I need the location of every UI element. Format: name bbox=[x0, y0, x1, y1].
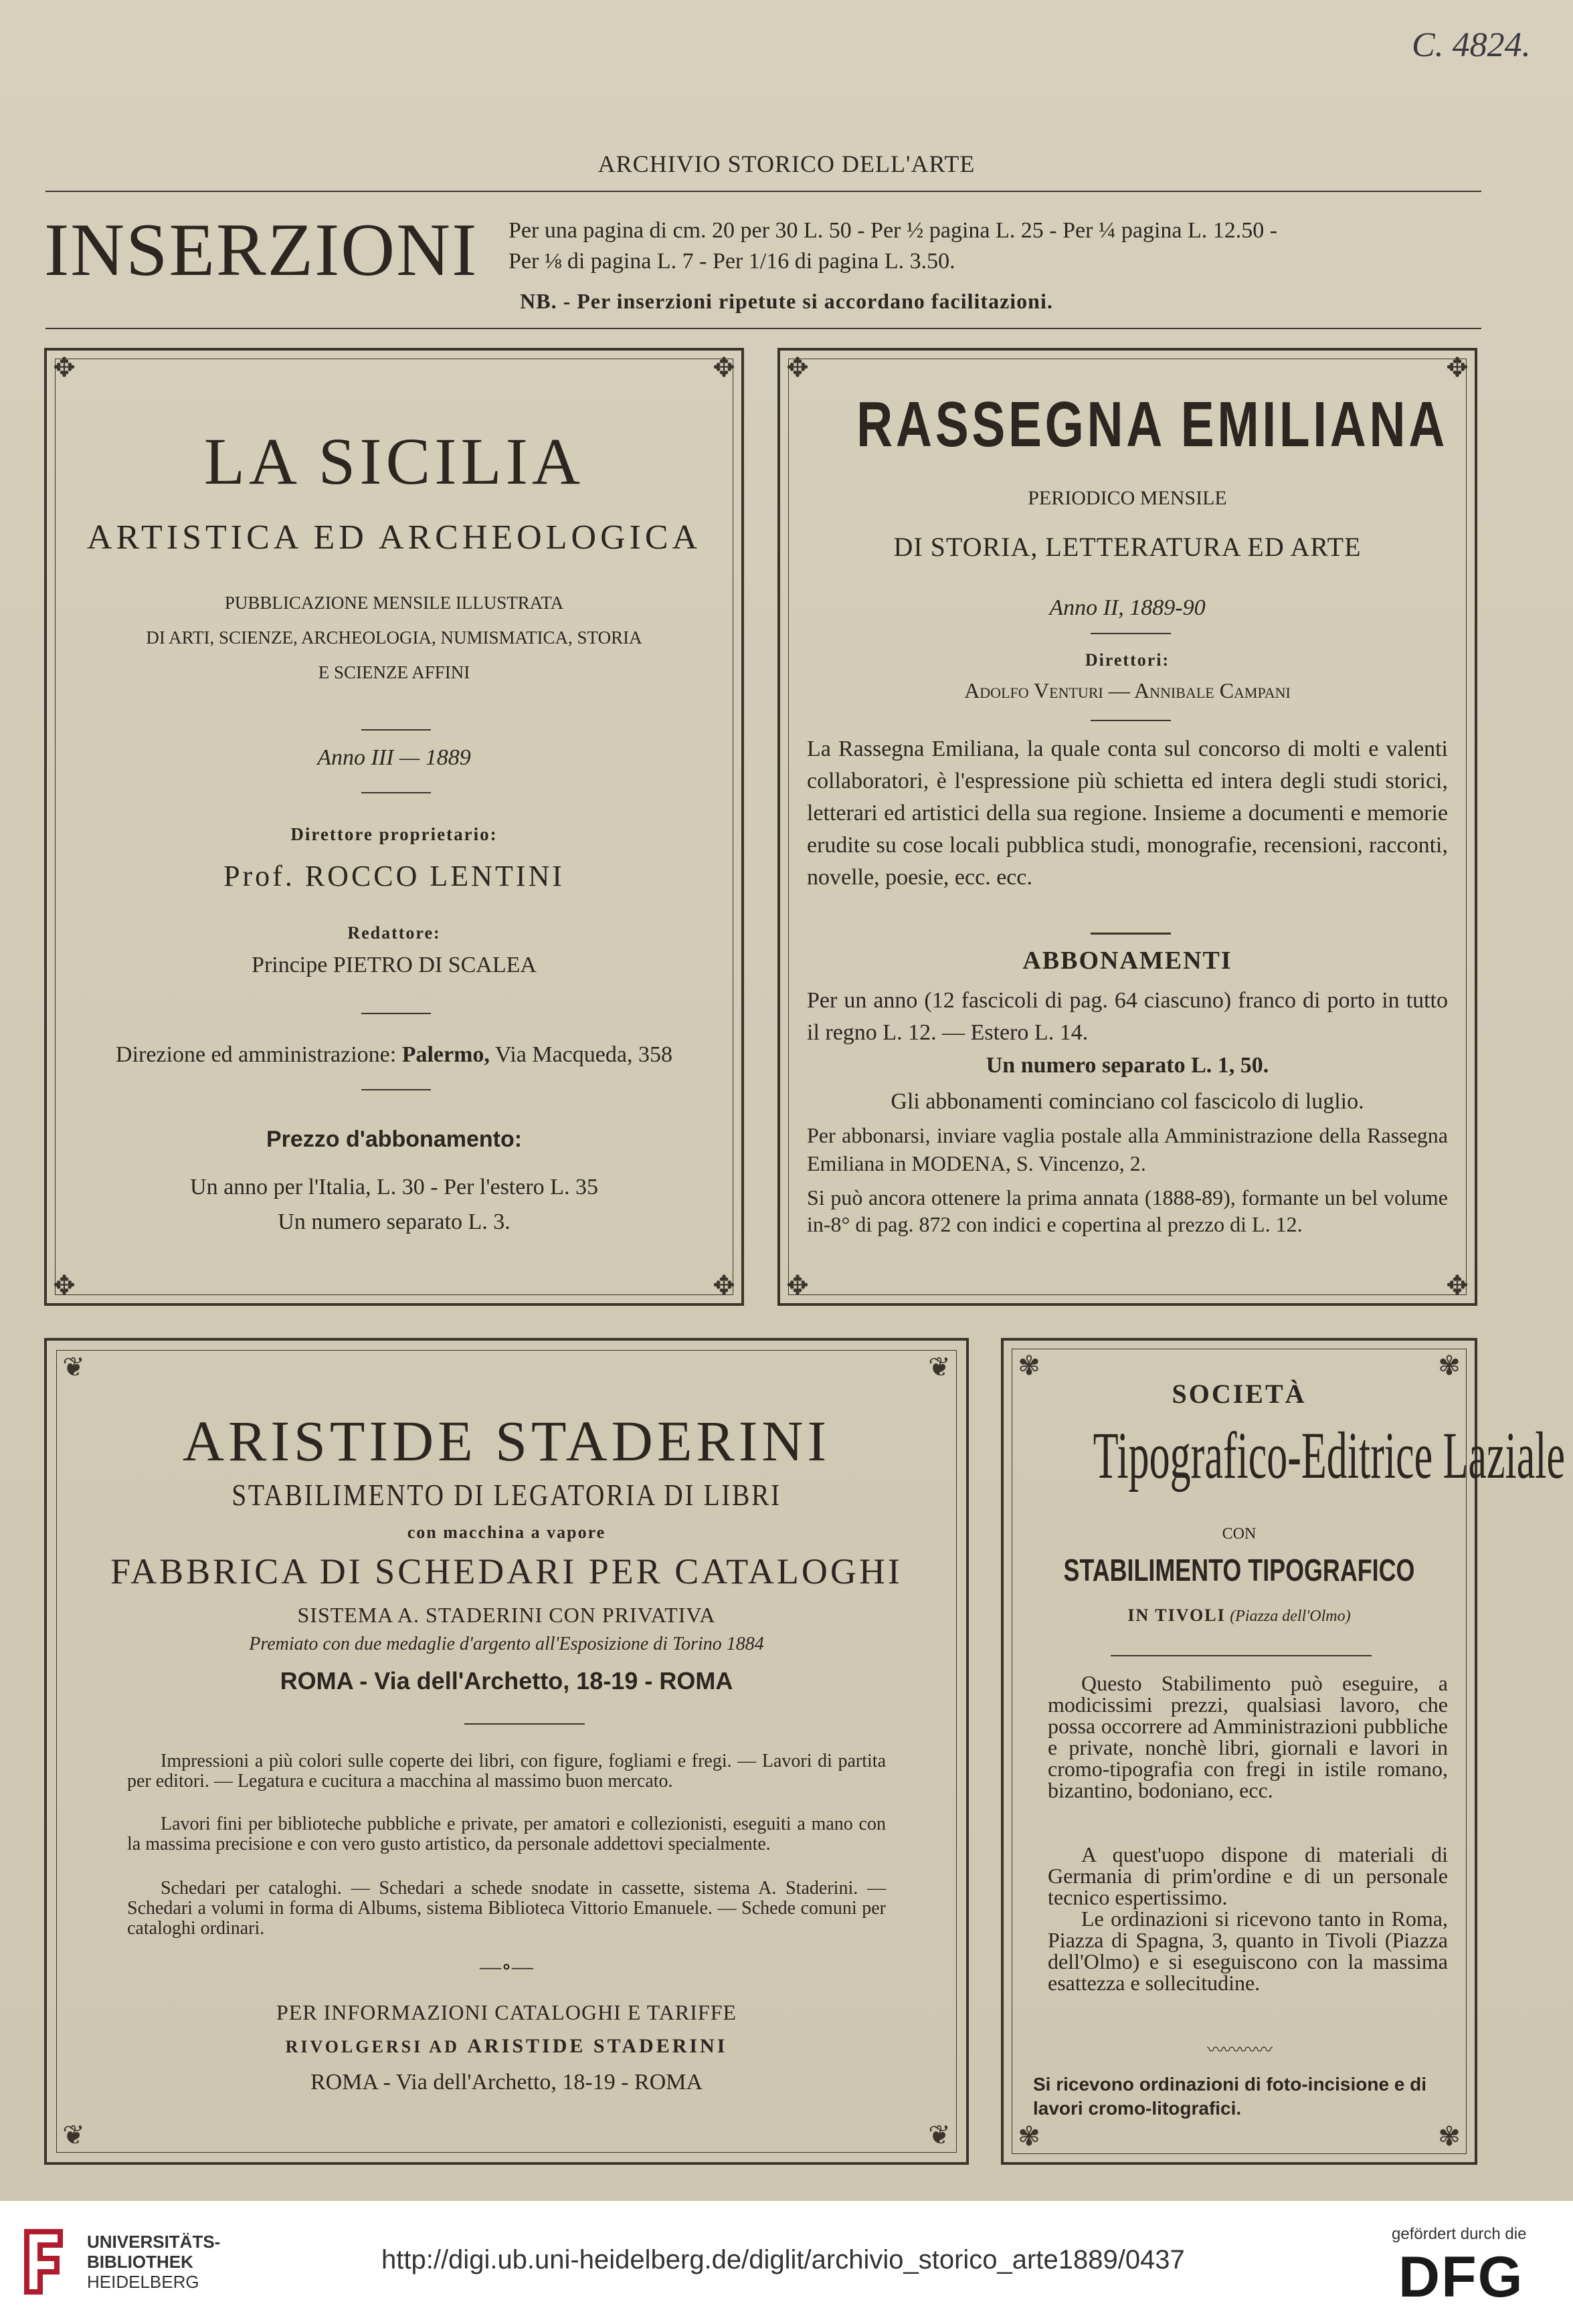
societa-body-2: A quest'uopo dispone di materiali di Germania di prim'ordine e di un personale tecnico espertissimo. bbox=[1048, 1842, 1448, 1909]
sicilia-year: Anno III — 1889 bbox=[317, 745, 471, 770]
divider bbox=[361, 1013, 431, 1014]
sicilia-editor: Principe PIETRO DI SCALEA bbox=[252, 953, 537, 977]
staderini-body-1: Impressioni a più colori sulle coperte dei libri, con figure, fogliami e fregi. — Lavori di partita per editori. — Legatura e cucitura a macchina al massimo buon mercato. bbox=[127, 1751, 886, 1792]
divider bbox=[464, 1723, 585, 1725]
staderini-ad-box bbox=[44, 1338, 969, 2165]
sicilia-price-line-2: Un numero separato L. 3. bbox=[278, 1209, 511, 1234]
societa-footer-note: Si ricevono ordinazioni di foto-incisione e di lavori cromo-litografici. bbox=[1033, 2074, 1427, 2119]
running-title: ARCHIVIO STORICO DELL'ARTE bbox=[597, 151, 976, 177]
library-name-3: HEIDELBERG bbox=[87, 2272, 199, 2292]
ornament-corner-icon: ✥ bbox=[786, 1270, 809, 1300]
rassegna-directors: Adolfo Venturi — Annibale Campani bbox=[964, 678, 1291, 702]
header-rule-top bbox=[45, 191, 1481, 192]
societa-label: SOCIETÀ bbox=[1172, 1379, 1307, 1409]
societa-body-1: Questo Stabilimento può eseguire, a modicissimi prezzi, qualsiasi lavoro, che possa occorrere ad Amministrazioni pubbliche e private, nonchè libri, giornali e lavori in cromo-tipografia con fregi in istile romano, bizantino, bodoniano, ecc. bbox=[1048, 1671, 1448, 1802]
rassegna-subtitle-2: DI STORIA, LETTERATURA ED ARTE bbox=[893, 532, 1362, 562]
divider bbox=[361, 792, 431, 793]
header-rule-bottom bbox=[45, 328, 1481, 329]
page-title: INSERZIONI bbox=[44, 209, 478, 292]
societa-location bbox=[1004, 1606, 1475, 1626]
sicilia-price-title: Prezzo d'abbonamento: bbox=[266, 1127, 523, 1152]
sicilia-director: Prof. ROCCO LENTINI bbox=[223, 860, 565, 892]
ornament-corner-icon: ✾ bbox=[1018, 2121, 1040, 2151]
staderini-system: SISTEMA A. STADERINI CON PRIVATIVA bbox=[297, 1603, 716, 1627]
rassegna-first-year: Si può ancora ottenere la prima annata (1888-89), formante un bel volume in-8° di pag. 872 con indici e copertina al prezzo di L. 12. bbox=[807, 1185, 1448, 1236]
divider bbox=[1111, 1655, 1372, 1656]
staderini-contact-prefix: RIVOLGERSI AD bbox=[285, 2037, 460, 2056]
rassegna-subscriptions-text: Per un anno (12 fascicoli di pag. 64 ciascuno) franco di porto in tutto il regno L. 12. — Estero L. 14. bbox=[807, 988, 1448, 1045]
sicilia-admin-address: Via Macqueda, 358 bbox=[494, 1042, 672, 1067]
ornament-corner-icon: ❦ bbox=[62, 2120, 85, 2150]
staderini-footer-address: ROMA - Via dell'Archetto, 18-19 - ROMA bbox=[310, 2070, 703, 2095]
sicilia-desc-1: PUBBLICAZIONE MENSILE ILLUSTRATA bbox=[224, 593, 564, 613]
societa-subtitle: STABILIMENTO TIPOGRAFICO bbox=[1063, 1553, 1415, 1587]
sicilia-price-line-1: Un anno per l'Italia, L. 30 - Per l'estero L. 35 bbox=[190, 1175, 598, 1199]
rassegna-start-note: Gli abbonamenti cominciano col fascicolo di luglio. bbox=[891, 1089, 1364, 1114]
societa-location-note: (Piazza dell'Olmo) bbox=[1230, 1608, 1351, 1625]
divider bbox=[361, 729, 431, 731]
divider-ornament-icon: —∘— bbox=[480, 1954, 533, 1978]
library-logo-icon bbox=[20, 2225, 67, 2299]
ornament-corner-icon: ❦ bbox=[62, 1352, 85, 1382]
sicilia-subtitle: ARTISTICA ED ARCHEOLOGICA bbox=[86, 518, 702, 557]
staderini-title: ARISTIDE STADERINI bbox=[182, 1409, 831, 1473]
staderini-subtitle: STABILIMENTO DI LEGATORIA DI LIBRI bbox=[232, 1478, 781, 1512]
discount-note: NB. - Per inserzioni ripetute si accordano facilitazioni. bbox=[520, 289, 1053, 313]
ornament-corner-icon: ✥ bbox=[713, 1270, 735, 1300]
sicilia-ad-box bbox=[44, 348, 744, 1306]
staderini-steam: con macchina a vapore bbox=[407, 1523, 606, 1542]
staderini-address: ROMA - Via dell'Archetto, 18-19 - ROMA bbox=[280, 1667, 733, 1694]
sicilia-director-label: Direttore proprietario: bbox=[290, 824, 498, 844]
rassegna-body: La Rassegna Emiliana, la quale conta sul concorso di molti e valenti collaboratori, è l'espressione più schietta ed intera degli studi storici, letterari ed artistici della sua regione. Insieme a documenti e memorie erudite su cose locali pubblica studi, monografie, recensioni, racconti, novelle, poesie, ecc. ecc. bbox=[807, 737, 1448, 890]
divider bbox=[1091, 633, 1171, 634]
sicilia-admin-label: Direzione ed amministrazione: bbox=[116, 1042, 397, 1067]
staderini-contact-name: ARISTIDE STADERINI bbox=[467, 2035, 728, 2057]
ornament-corner-icon: ❦ bbox=[928, 1352, 951, 1382]
societa-con: CON bbox=[1222, 1525, 1257, 1543]
catalog-mark: C. 4824. bbox=[1412, 26, 1531, 64]
staderini-body-3: Schedari per cataloghi. — Schedari a schede snodate in cassette, sistema A. Staderini. — Schedari a volumi in forma di Albums, sistema Biblioteca Vittorio Emanuele. — Schede comuni per cataloghi ordinari. bbox=[127, 1878, 886, 1939]
rates-line-1: Per una pagina di cm. 20 per 30 L. 50 - Per ½ pagina L. 25 - Per ¼ pagina L. 12.50 - bbox=[508, 218, 1278, 243]
sicilia-desc-2: DI ARTI, SCIENZE, ARCHEOLOGIA, NUMISMATICA, STORIA bbox=[146, 627, 642, 648]
ornament-corner-icon: ✥ bbox=[1446, 1270, 1469, 1300]
societa-location-city: IN TIVOLI bbox=[1127, 1606, 1226, 1625]
rassegna-ad-box bbox=[777, 348, 1477, 1306]
divider bbox=[361, 1089, 431, 1090]
funding-text: gefördert durch die bbox=[1392, 2225, 1527, 2243]
staderini-award: Premiato con due medaglie d'argento all'Esposizione di Torino 1884 bbox=[249, 1634, 764, 1654]
ornament-corner-icon: ✥ bbox=[1446, 353, 1469, 383]
ornament-corner-icon: ✾ bbox=[1438, 1351, 1461, 1381]
rassegna-payment: Per abbonarsi, inviare vaglia postale alla Amministrazione della Rassegna Emiliana in MODENA, S. Vincenzo, 2. bbox=[807, 1123, 1448, 1175]
ornament-corner-icon: ✥ bbox=[53, 353, 76, 383]
library-name-2: BIBLIOTHEK bbox=[87, 2252, 193, 2272]
source-url-link[interactable]: http://digi.ub.uni-heidelberg.de/diglit/archivio_storico_arte1889/0437 bbox=[381, 2245, 1185, 2274]
ornament-corner-icon: ✥ bbox=[786, 353, 809, 383]
rassegna-directors-label: Direttori: bbox=[1085, 650, 1170, 670]
rassegna-subtitle-1: PERIODICO MENSILE bbox=[1028, 487, 1227, 509]
digitization-footer bbox=[0, 2201, 1573, 2324]
societa-body-3: Le ordinazioni si ricevono tanto in Roma, Piazza di Spagna, 3, quanto in Tivoli (Piazza dell'Olmo) e si eseguiscono con la massima esattezza e sollecitudine. bbox=[1048, 1907, 1448, 1995]
dfg-logo: DFG bbox=[1398, 2245, 1524, 2309]
divider bbox=[1091, 720, 1171, 721]
rassegna-year: Anno II, 1889-90 bbox=[1049, 595, 1206, 620]
rassegna-title: RASSEGNA EMILIANA bbox=[856, 389, 1449, 460]
ornament-corner-icon: ❦ bbox=[928, 2120, 951, 2150]
sicilia-editor-label: Redattore: bbox=[347, 923, 441, 943]
sicilia-desc-3: E SCIENZE AFFINI bbox=[318, 662, 470, 682]
rates-line-2: Per ⅛ di pagina L. 7 - Per 1/16 di pagina L. 3.50. bbox=[508, 249, 955, 274]
ornament-corner-icon: ✥ bbox=[53, 1270, 76, 1300]
staderini-factory: FABBRICA DI SCHEDARI PER CATALOGHI bbox=[110, 1551, 903, 1591]
divider bbox=[1091, 933, 1171, 935]
divider-ornament-icon: 〰〰〰〰 bbox=[1206, 2040, 1271, 2060]
rassegna-subscriptions-title: ABBONAMENTI bbox=[1022, 947, 1232, 975]
rassegna-single-issue: Un numero separato L. 1, 50. bbox=[986, 1053, 1269, 1078]
ornament-corner-icon: ✾ bbox=[1018, 1351, 1040, 1381]
ornament-corner-icon: ✥ bbox=[713, 353, 735, 383]
societa-ad-box bbox=[1001, 1338, 1566, 2165]
sicilia-admin bbox=[47, 1042, 741, 1068]
staderini-contact bbox=[47, 2035, 966, 2058]
ornament-corner-icon: ✾ bbox=[1438, 2121, 1461, 2151]
library-name-1: UNIVERSITÄTS- bbox=[87, 2232, 221, 2252]
staderini-info: PER INFORMAZIONI CATALOGHI E TARIFFE bbox=[276, 2000, 737, 2024]
sicilia-admin-city: Palermo, bbox=[401, 1042, 490, 1067]
staderini-body-2: Lavori fini per biblioteche pubbliche e private, per amatori e collezionisti, eseguiti a mano con la massima precisione e con vero gusto artistico, da personale addettovi specialmente. bbox=[127, 1814, 886, 1854]
sicilia-title: LA SICILIA bbox=[203, 424, 585, 498]
societa-title: Tipografico-Editrice Laziale bbox=[1093, 1418, 1566, 1492]
